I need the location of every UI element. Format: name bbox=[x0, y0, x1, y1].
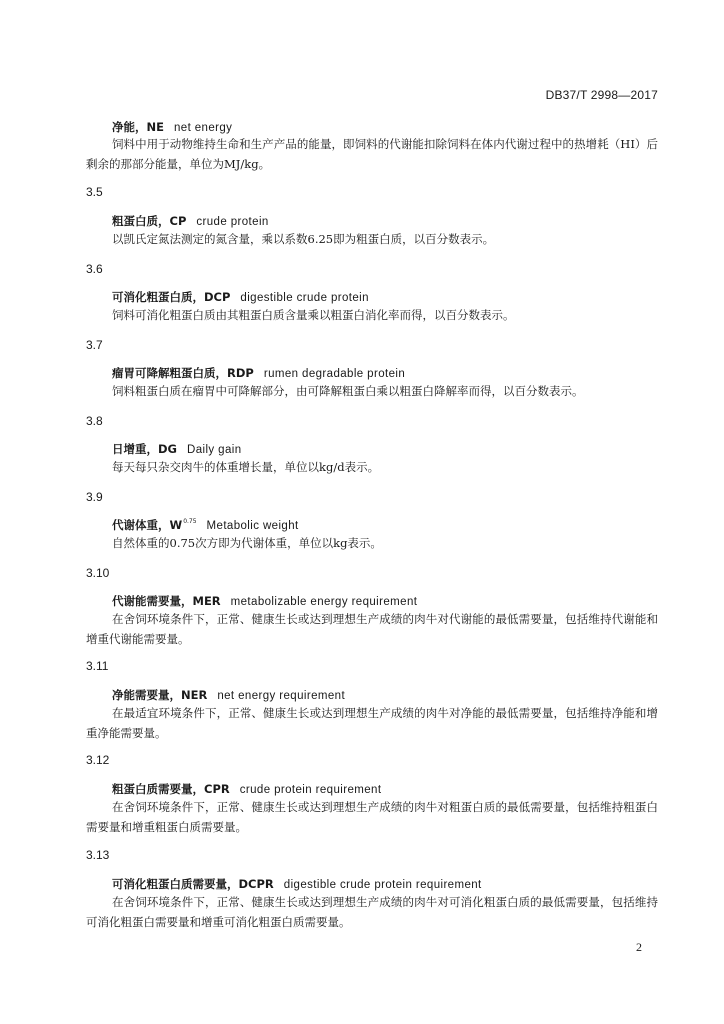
term-english: crude protein bbox=[196, 216, 269, 228]
term-heading bbox=[112, 593, 417, 609]
term-english: crude protein requirement bbox=[239, 784, 382, 796]
term-heading bbox=[112, 289, 369, 305]
term-definition: 饲料中用于动物维持生命和生产产品的能量，即饲料的代谢能扣除饲料在体内代谢过程中的热增耗（HI）后剩余的那部分能量，单位为MJ/kg。 bbox=[86, 137, 658, 171]
term-chinese: 粗蛋白质需要量，CPR bbox=[112, 782, 230, 796]
section-number: 3.5 bbox=[86, 185, 103, 199]
term-heading bbox=[112, 687, 345, 703]
document-code-header: DB37/T 2998—2017 bbox=[545, 88, 658, 102]
term-chinese: 可消化粗蛋白质，DCP bbox=[112, 290, 231, 304]
term-english: Daily gain bbox=[187, 444, 242, 456]
term-english: metabolizable energy requirement bbox=[230, 596, 418, 608]
section-number: 3.12 bbox=[86, 753, 110, 767]
section-number: 3.6 bbox=[86, 262, 103, 276]
term-definition: 饲料粗蛋白质在瘤胃中可降解部分，由可降解粗蛋白乘以粗蛋白降解率而得，以百分数表示。 bbox=[112, 384, 584, 398]
term-english: digestible crude protein bbox=[240, 292, 369, 304]
term-chinese: 瘤胃可降解粗蛋白质，RDP bbox=[112, 366, 254, 380]
section-number: 3.7 bbox=[86, 338, 103, 352]
term-definition: 在舍饲环境条件下，正常、健康生长或达到理想生产成绩的肉牛对代谢能的最低需要量，包括维持代谢能和增重代谢能需要量。 bbox=[86, 612, 658, 646]
term-heading bbox=[112, 517, 299, 533]
term-definition: 饲料可消化粗蛋白质由其粗蛋白质含量乘以粗蛋白消化率而得，以百分数表示。 bbox=[112, 308, 515, 322]
term-heading bbox=[112, 876, 482, 892]
section-number: 3.9 bbox=[86, 490, 103, 504]
term-definition: 在舍饲环境条件下，正常、健康生长或达到理想生产成绩的肉牛对粗蛋白质的最低需要量，包括维持粗蛋白需要量和增重粗蛋白质需要量。 bbox=[86, 800, 658, 834]
term-chinese: 日增重，DG bbox=[112, 442, 177, 456]
term-definition: 在最适宜环境条件下，正常、健康生长或达到理想生产成绩的肉牛对净能的最低需要量，包括维持净能和增重净能需要量。 bbox=[86, 706, 658, 740]
term-heading bbox=[112, 119, 232, 135]
term-chinese: 净能，NE bbox=[112, 120, 164, 134]
term-definition: 自然体重的0.75次方即为代谢体重，单位以kg表示。 bbox=[112, 536, 382, 550]
term-english: digestible crude protein requirement bbox=[283, 879, 482, 891]
term-english: net energy bbox=[173, 122, 233, 134]
section-number: 3.13 bbox=[86, 848, 110, 862]
term-heading bbox=[112, 213, 269, 229]
term-heading bbox=[112, 365, 405, 381]
term-heading bbox=[112, 441, 242, 457]
term-chinese: 代谢体重，W bbox=[112, 518, 183, 532]
term-heading bbox=[112, 781, 381, 797]
term-definition: 以凯氏定氮法测定的氮含量，乘以系数6.25即为粗蛋白质，以百分数表示。 bbox=[112, 232, 495, 246]
section-number: 3.8 bbox=[86, 414, 103, 428]
section-number: 3.11 bbox=[86, 659, 109, 673]
term-chinese: 粗蛋白质，CP bbox=[112, 214, 187, 228]
term-chinese: 可消化粗蛋白质需要量，DCPR bbox=[112, 877, 274, 891]
term-english: net energy requirement bbox=[217, 690, 346, 702]
page-number: 2 bbox=[636, 940, 642, 954]
term-english: Metabolic weight bbox=[206, 520, 299, 532]
term-chinese: 净能需要量，NER bbox=[112, 688, 208, 702]
term-definition: 每天每只杂交肉牛的体重增长量，单位以kg/d表示。 bbox=[112, 460, 380, 474]
term-exponent: 0.75 bbox=[183, 518, 197, 525]
term-definition: 在舍饲环境条件下，正常、健康生长或达到理想生产成绩的肉牛对可消化粗蛋白质的最低需要量，包括维持可消化粗蛋白需要量和增重可消化粗蛋白质需要量。 bbox=[86, 895, 658, 929]
term-chinese: 代谢能需要量，MER bbox=[112, 594, 221, 608]
section-number: 3.10 bbox=[86, 566, 110, 580]
term-english: rumen degradable protein bbox=[263, 368, 406, 380]
